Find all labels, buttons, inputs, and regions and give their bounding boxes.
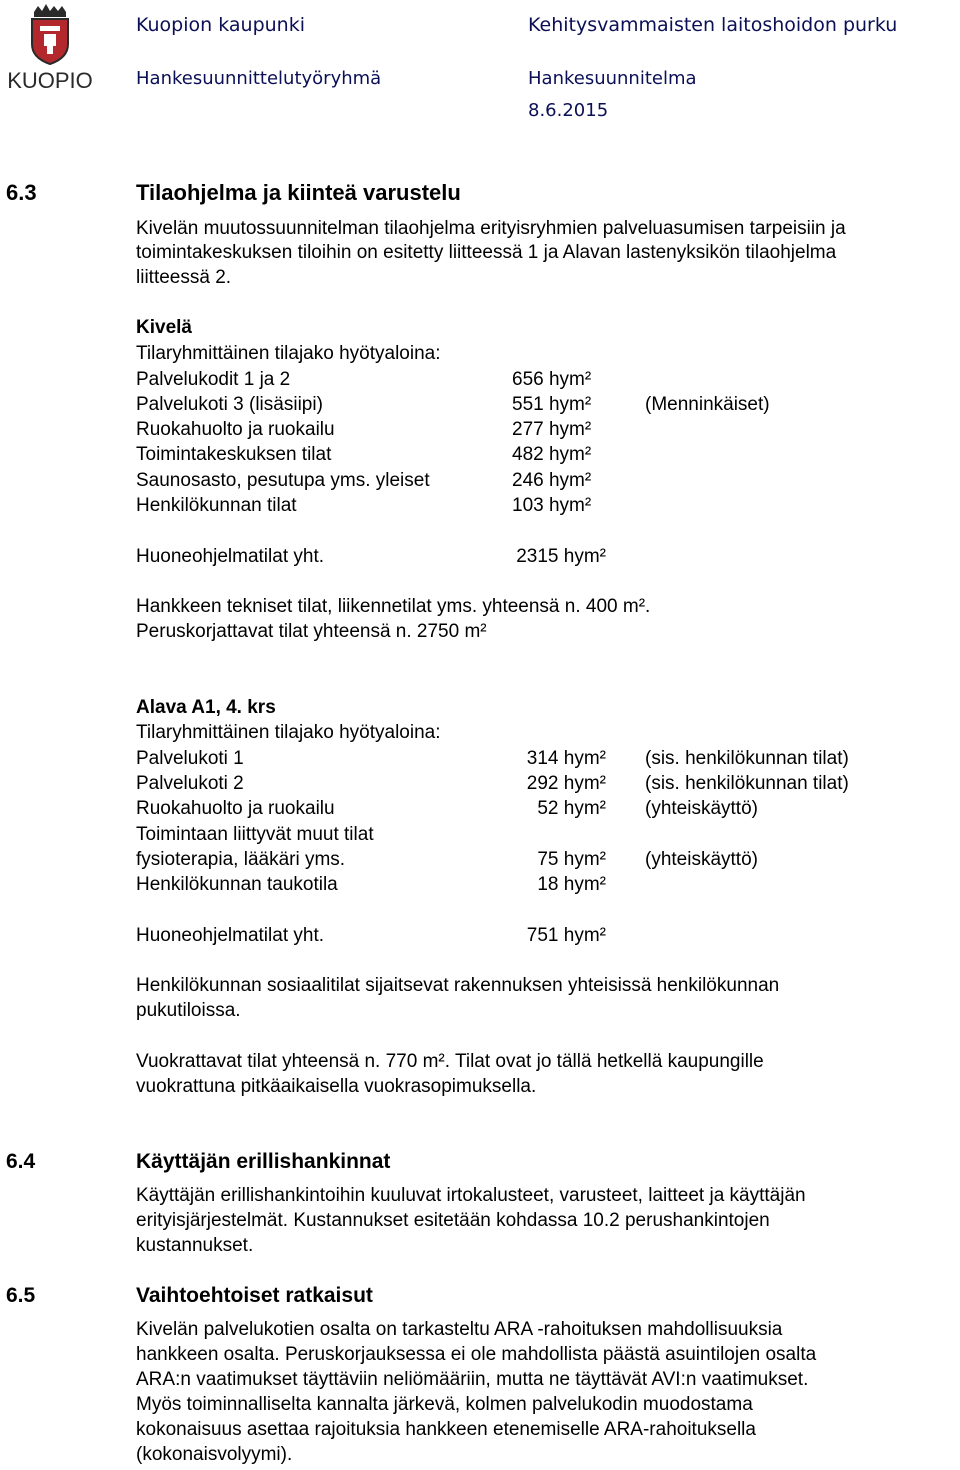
- space-note: (yhteiskäyttö): [645, 849, 758, 870]
- space-area: 103 hym²: [512, 495, 592, 516]
- space-note: (Menninkäiset): [645, 394, 770, 415]
- space-area: 551 hym²: [512, 394, 592, 415]
- space-note: (sis. henkilökunnan tilat): [645, 773, 849, 794]
- kuopio-logo: [6, 4, 94, 96]
- space-area: 292 hym²: [526, 773, 606, 794]
- space-area: 482 hym²: [512, 444, 592, 465]
- space-name: Ruokahuolto ja ruokailu: [136, 798, 335, 819]
- coat-of-arms-icon: [6, 4, 94, 96]
- document-date: 8.6.2015: [528, 100, 609, 121]
- total-area: 2315 hym²: [516, 546, 606, 567]
- paragraph-line: kustannukset.: [136, 1235, 254, 1256]
- section-number: 6.3: [6, 180, 37, 205]
- paragraph-line: Peruskorjattavat tilat yhteensä n. 2750 m²: [136, 621, 487, 642]
- space-area: 52 hym²: [537, 798, 606, 819]
- section-number: 6.5: [6, 1284, 36, 1307]
- section-title: Tilaohjelma ja kiinteä varustelu: [136, 180, 461, 205]
- space-area: 314 hym²: [526, 748, 606, 769]
- paragraph-line: Kivelän palvelukotien osalta on tarkasteltu ARA -rahoituksen mahdollisuuksia: [136, 1319, 783, 1340]
- space-area: 75 hym²: [537, 849, 606, 870]
- paragraph-line: Vuokrattavat tilat yhteensä n. 770 m². Tilat ovat jo tällä hetkellä kaupungille: [136, 1051, 764, 1072]
- page-header: [0, 0, 960, 130]
- paragraph-line: Henkilökunnan sosiaalitilat sijaitsevat rakennuksen yhteisissä henkilökunnan: [136, 975, 780, 996]
- subsection-title: Kivelä: [136, 317, 192, 338]
- project-name: Kehitysvammaisten laitoshoidon purku: [528, 14, 898, 36]
- paragraph-line: Myös toiminnalliselta kannalta järkevä, kolmen palvelukodin muodostama: [136, 1394, 753, 1415]
- paragraph-line: Kivelän muutossuunnitelman tilaohjelma erityisryhmien palveluasumisen tarpeisiin ja: [136, 218, 846, 239]
- section-number: 6.4: [6, 1150, 36, 1173]
- space-name: Palvelukoti 2: [136, 773, 244, 794]
- space-area: 277 hym²: [512, 419, 592, 440]
- paragraph-line: Hankkeen tekniset tilat, liikennetilat yms. yhteensä n. 400 m².: [136, 596, 651, 617]
- paragraph-line: liitteessä 2.: [136, 267, 232, 288]
- logo-wordmark: KUOPIO: [7, 68, 93, 93]
- paragraph-line: hankkeen osalta. Peruskorjauksessa ei ole mahdollista päästä asuintilojen osalta: [136, 1344, 817, 1365]
- space-area: 246 hym²: [512, 470, 592, 491]
- paragraph-line: ARA:n vaatimukset täyttäviin neliömääriin, mutta ne täyttävät AVI:n vaatimukset.: [136, 1369, 809, 1390]
- total-label: Huoneohjelmatilat yht.: [136, 925, 324, 946]
- space-name: Toimintaan liittyvät muut tilat: [136, 824, 374, 845]
- space-name: Saunosasto, pesutupa yms. yleiset: [136, 470, 430, 491]
- org-name: Kuopion kaupunki: [136, 14, 306, 36]
- subsection-subtitle: Tilaryhmittäinen tilajako hyötyaloina:: [136, 722, 441, 743]
- document-type: Hankesuunnitelma: [528, 68, 697, 89]
- paragraph-line: pukutiloissa.: [136, 1000, 241, 1021]
- team-name: Hankesuunnittelutyöryhmä: [136, 68, 382, 89]
- space-name: Henkilökunnan taukotila: [136, 874, 338, 895]
- space-name: Toimintakeskuksen tilat: [136, 444, 332, 465]
- paragraph-line: kokonaisuus asettaa rajoituksia hankkeen etenemiselle ARA-rahoituksella: [136, 1419, 756, 1440]
- total-area: 751 hym²: [526, 925, 606, 946]
- subsection-subtitle: Tilaryhmittäinen tilajako hyötyaloina:: [136, 343, 441, 364]
- space-area: 18 hym²: [537, 874, 606, 895]
- space-name: fysioterapia, lääkäri yms.: [136, 849, 346, 870]
- space-note: (yhteiskäyttö): [645, 798, 758, 819]
- space-name: Palvelukoti 1: [136, 748, 244, 769]
- space-name: Ruokahuolto ja ruokailu: [136, 419, 335, 440]
- space-area: 656 hym²: [512, 369, 592, 390]
- subsection-title: Alava A1, 4. krs: [136, 697, 276, 718]
- space-name: Henkilökunnan tilat: [136, 495, 297, 516]
- space-note: (sis. henkilökunnan tilat): [645, 748, 849, 769]
- paragraph-line: toimintakeskuksen tiloihin on esitetty liitteessä 1 ja Alavan lastenyksikön tilaohjelma: [136, 242, 837, 263]
- paragraph-line: erityisjärjestelmät. Kustannukset esitetään kohdassa 10.2 perushankintojen: [136, 1210, 770, 1231]
- paragraph-line: vuokrattuna pitkäaikaisella vuokrasopimuksella.: [136, 1076, 537, 1097]
- paragraph-line: (kokonaisvolyymi).: [136, 1444, 293, 1465]
- paragraph-line: Käyttäjän erillishankintoihin kuuluvat irtokalusteet, varusteet, laitteet ja käyttäjän: [136, 1185, 806, 1206]
- section-title: Käyttäjän erillishankinnat: [136, 1150, 391, 1173]
- section-title: Vaihtoehtoiset ratkaisut: [136, 1284, 373, 1307]
- space-name: Palvelukodit 1 ja 2: [136, 369, 291, 390]
- space-name: Palvelukoti 3 (lisäsiipi): [136, 394, 323, 415]
- total-label: Huoneohjelmatilat yht.: [136, 546, 324, 567]
